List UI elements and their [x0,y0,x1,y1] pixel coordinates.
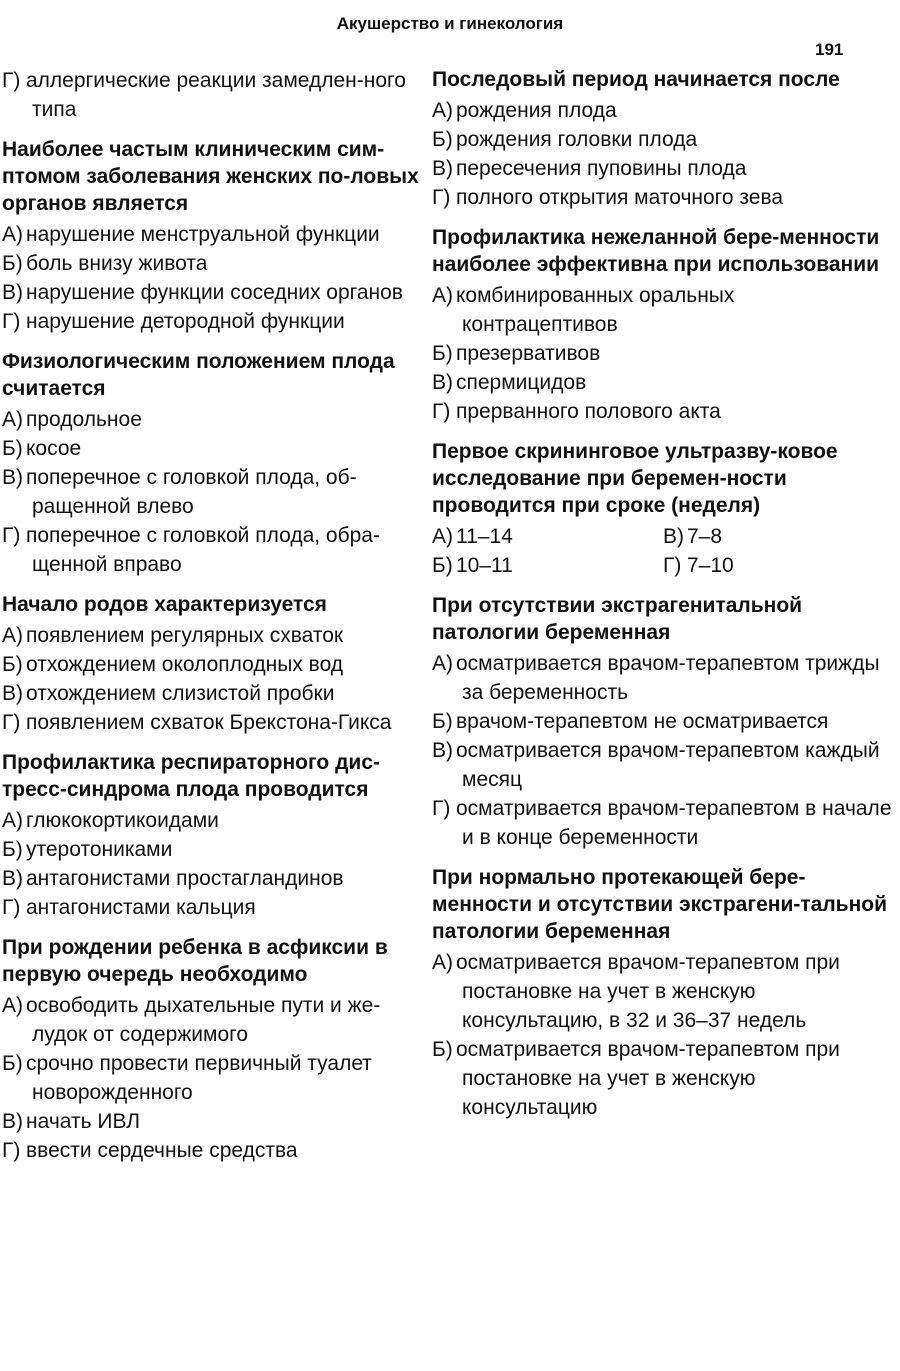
option-text: осматривается врачом-терапевтом в начале и в конце беременности [456,797,892,849]
option-letter: В) [2,682,23,705]
answer-option [2,278,420,307]
question-text: Последовый период начинается после [432,68,840,91]
option-letter: Г) [2,69,21,92]
question-block [432,224,894,426]
answer-option [432,522,663,551]
answer-option [2,679,420,708]
option-letter: Г) [432,797,451,820]
option-letter: Б) [432,128,453,151]
option-text: спермицидов [456,371,587,394]
option-letter: В) [432,157,453,180]
answer-option [432,707,894,736]
option-letter: А) [432,525,453,548]
question-block [432,864,894,1122]
option-text: нарушение детородной функции [26,310,345,333]
option-letter: А) [2,994,23,1017]
option-text: пересечения пуповины плода [456,157,747,180]
option-text: глюкокортикоидами [26,809,219,832]
question-block [432,592,894,852]
answer-option [2,650,420,679]
option-letter: В) [2,867,23,890]
answer-option [2,405,420,434]
option-letter: Г) [2,310,21,333]
option-letter: В) [2,1110,23,1133]
answer-option [432,736,894,794]
question-block [2,934,420,1165]
option-text: осматривается врачом-терапевтом каждый месяц [456,739,880,791]
question-text: Начало родов характеризуется [2,593,327,616]
option-letter: Б) [2,437,23,460]
option-text: освободить дыхательные пути и же-лудок от содержимого [26,994,381,1046]
option-text: поперечное с головкой плода, об-ращенной влево [26,466,357,518]
page-number: 191 [815,40,844,59]
answer-option [432,96,894,125]
answer-option [2,1049,420,1107]
option-text: аллергические реакции замедлен-ного типа [26,69,406,121]
option-letter: А) [2,624,23,647]
answer-option [663,551,894,580]
answer-option [2,621,420,650]
answer-option [2,708,420,737]
option-letter: Б) [432,342,453,365]
option-letter: Г) [2,896,21,919]
question-text: Профилактика нежеланной бере-менности наиболее эффективна при использовании [432,226,880,276]
answer-option [2,1107,420,1136]
option-letter: Б) [2,1052,23,1075]
option-text: отхождением околоплодных вод [26,653,344,676]
answer-option [432,1035,894,1122]
answer-option [432,125,894,154]
option-letter: А) [432,951,453,974]
option-text: 10–11 [456,554,513,577]
option-text: антагонистами кальция [26,896,256,919]
option-letter: А) [2,223,23,246]
option-letter: Б) [432,710,453,733]
answer-option [432,948,894,1035]
option-letter: Б) [432,554,453,577]
option-text: срочно провести первичный туалет новорожденного [26,1052,372,1104]
answer-option [432,154,894,183]
option-text: 7–10 [687,554,734,577]
option-text: осматривается врачом-терапевтом трижды за беременность [456,652,880,704]
option-letter: Г) [432,400,451,423]
question-text: Первое скрининговое ультразву-ковое исследование при беремен-ности проводится при сроке (неделя) [432,440,838,517]
answer-option [663,522,894,551]
option-text: 11–14 [456,525,513,548]
option-letter: А) [432,99,453,122]
option-text: продольное [26,408,142,431]
option-letter: Б) [2,252,23,275]
question-text: При нормально протекающей бере-менности и отсутствии экстрагени-тальной патологии беременная [432,866,887,943]
answer-option [432,397,894,426]
question-block [2,591,420,737]
option-text: антагонистами простагландинов [26,867,344,890]
running-head: Акушерство и гинекология [336,14,564,33]
option-letter: В) [2,281,23,304]
option-letter: Г) [2,711,21,734]
question-text: При отсутствии экстрагенитальной патологии беременная [432,594,803,644]
answer-option [2,991,420,1049]
option-text: презервативов [456,342,601,365]
option-text: прерванного полового акта [456,400,721,423]
option-letter: А) [432,284,453,307]
answer-option [432,794,894,852]
option-text: нарушение функции соседних органов [26,281,403,304]
option-letter: Б) [2,838,23,861]
answer-option [2,806,420,835]
answer-option [2,220,420,249]
option-text: начать ИВЛ [26,1110,141,1133]
option-text: косое [26,437,82,460]
option-letter: Г) [432,186,451,209]
option-letter: А) [2,809,23,832]
option-text: утеротониками [26,838,173,861]
right-column [432,66,894,1134]
option-letter: В) [2,466,23,489]
question-text: Профилактика респираторного дис-тресс-синдрома плода проводится [2,751,381,801]
option-text: появлением схваток Брекстона-Гикса [26,711,392,734]
option-letter: Б) [432,1038,453,1061]
question-block [2,136,420,336]
answer-option [432,183,894,212]
option-letter: В) [432,371,453,394]
answer-option [2,307,420,336]
option-text: рождения головки плода [456,128,698,151]
question-text: Наиболее частым клиническим сим-птомом заболевания женских по-ловых органов является [2,138,419,215]
option-letter: Г) [663,554,682,577]
answer-option [432,339,894,368]
answer-option [2,249,420,278]
question-block [432,438,894,580]
option-text: нарушение менструальной функции [26,223,380,246]
answer-option [2,893,420,922]
option-letter: А) [432,652,453,675]
answer-option [432,649,894,707]
option-letter: Б) [2,653,23,676]
answer-option [2,835,420,864]
question-block [432,66,894,212]
option-text: отхождением слизистой пробки [26,682,335,705]
question-block [2,66,420,124]
answer-option [432,368,894,397]
option-text: врачом-терапевтом не осматривается [456,710,829,733]
question-text: Физиологическим положением плода считается [2,350,395,400]
answer-grid [432,522,894,580]
option-letter: В) [432,739,453,762]
option-text: осматривается врачом-терапевтом при постановке на учет в женскую консультацию, в 32 и 36–37 недель [456,951,840,1032]
option-letter: А) [2,408,23,431]
option-text: появлением регулярных схваток [26,624,344,647]
option-letter: Г) [2,524,21,547]
answer-option [432,281,894,339]
option-text: 7–8 [687,525,723,548]
question-block [2,749,420,922]
option-text: поперечное с головкой плода, обра-щенной вправо [26,524,380,576]
answer-option [2,66,420,124]
option-text: полного открытия маточного зева [456,186,784,209]
option-text: осматривается врачом-терапевтом при постановке на учет в женскую консультацию [456,1038,840,1119]
question-text: При рождении ребенка в асфиксии в первую очередь необходимо [2,936,388,986]
answer-option [2,521,420,579]
answer-option [2,434,420,463]
option-text: боль внизу живота [26,252,208,275]
left-column [2,66,420,1177]
question-block [2,348,420,579]
option-text: комбинированных оральных контрацептивов [456,284,735,336]
option-letter: Г) [2,1139,21,1162]
answer-option [2,864,420,893]
option-text: ввести сердечные средства [26,1139,298,1162]
answer-option [2,1136,420,1165]
answer-option [432,551,663,580]
option-letter: В) [663,525,684,548]
option-text: рождения плода [456,99,617,122]
answer-option [2,463,420,521]
